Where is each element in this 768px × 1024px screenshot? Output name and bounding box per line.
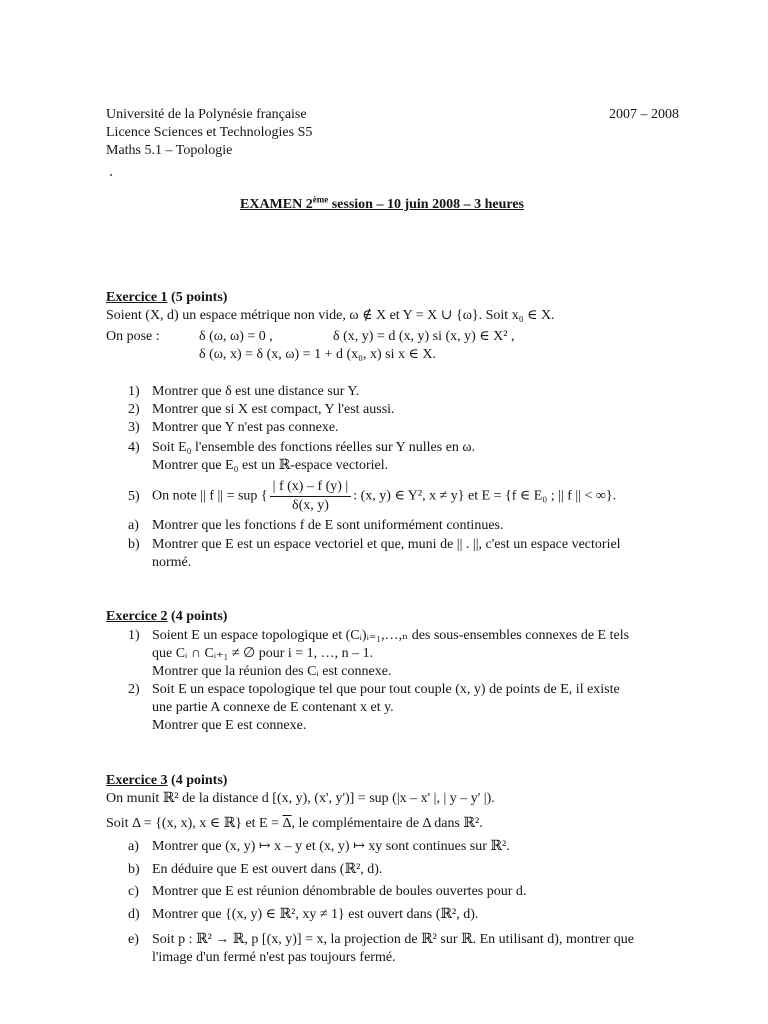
question-number: 1): [128, 384, 140, 399]
exercise-1-heading: Exercice 1 (5 points): [106, 290, 228, 305]
question-text: Montrer que δ est une distance sur Y.: [152, 384, 360, 399]
program-name: Licence Sciences et Technologies S5: [106, 125, 313, 140]
question-number: e): [128, 932, 139, 947]
question-text: Montrer que (x, y) ↦ x – y et (x, y) ↦ xy sont continues sur ℝ².: [152, 839, 510, 854]
definition-3: δ (ω, x) = δ (x, ω) = 1 + d (x₀, x) si x ∈ X.: [199, 347, 436, 362]
question-number: 3): [128, 420, 140, 435]
question-number: c): [128, 884, 139, 899]
exercise-3-distance: On munit ℝ² de la distance d [(x, y), (x', y')] = sup (|x – x' |, | y – y' |).: [106, 791, 495, 806]
definition-1: δ (ω, ω) = 0 ,: [199, 329, 273, 344]
question-text: Montrer que E est réunion dénombrable de boules ouvertes pour d.: [152, 884, 527, 899]
question-text: Montrer que {(x, y) ∈ ℝ², xy ≠ 1} est ouvert dans (ℝ², d).: [152, 907, 479, 922]
question-number: 2): [128, 682, 140, 697]
exercise-3-set-definition: Soit Δ = {(x, x), x ∈ ℝ} et $E = \overline{\Delta}$, le complémentaire de Δ dans ℝ².: [106, 816, 483, 831]
exam-title: EXAMEN 2ème session – 10 juin 2008 – 3 heures: [240, 194, 525, 212]
quotient-fraction: $\frac{| f (x) - f (y) |}{\delta(x, y)}$: [270, 478, 352, 515]
question-5-norm-definition: On note || f || = sup { $\frac{| f (x) - f (y) |}{\delta(x, y)}$ : (x, y) ∈ Y², x ≠ y} et E = {f ∈ E₀ ; || f || < ∞}.: [152, 479, 617, 513]
question-text: Montrer que si X est compact, Y l'est aussi.: [152, 402, 395, 417]
question-text: Montrer que E est un espace vectoriel et que, muni de || . ||, c'est un espace vectoriel: [152, 537, 621, 552]
question-number: b): [128, 537, 140, 552]
question-text: Montrer que la réunion des Cᵢ est connexe.: [152, 664, 392, 679]
question-text: Soient E un espace topologique et (Cᵢ)ᵢ₌₁,…,ₙ des sous-ensembles connexes de E tels: [152, 628, 630, 643]
question-number: a): [128, 518, 139, 533]
exercise-1-intro: Soient (X, d) un espace métrique non vide, ω ∉ X et Y = X ∪ {ω}. Soit x₀ ∈ X.: [106, 308, 555, 323]
question-text: Soit E un espace topologique tel que pour tout couple (x, y) de points de E, il existe: [152, 682, 620, 697]
question-number: 1): [128, 628, 140, 643]
exercise-3-heading: Exercice 3 (4 points): [106, 773, 228, 788]
scan-speck: [110, 174, 112, 176]
academic-year: 2007 – 2008: [609, 107, 679, 122]
question-text: Soit E₀ l'ensemble des fonctions réelles sur Y nulles en ω.: [152, 440, 476, 455]
question-number: 2): [128, 402, 140, 417]
question-text: que Cᵢ ∩ Cᵢ₊₁ ≠ ∅ pour i = 1, …, n – 1.: [152, 646, 374, 661]
question-number: 4): [128, 440, 140, 455]
question-text: Montrer que les fonctions f de E sont uniformément continues.: [152, 518, 504, 533]
question-number: b): [128, 862, 140, 877]
question-number: d): [128, 907, 140, 922]
question-text: normé.: [152, 555, 192, 570]
question-text: une partie A connexe de E contenant x et y.: [152, 700, 394, 715]
exercise-2-heading: Exercice 2 (4 points): [106, 609, 228, 624]
definition-2: δ (x, y) = d (x, y) si (x, y) ∈ X² ,: [333, 329, 515, 344]
on-pose-label: On pose :: [106, 329, 160, 344]
question-text: Soit p : ℝ² → ℝ, p [(x, y)] = x, la projection de ℝ² sur ℝ. En utilisant d), montrer que: [152, 932, 634, 947]
question-number: 5): [128, 489, 140, 504]
course-name: Maths 5.1 – Topologie: [106, 143, 233, 158]
question-text: l'image d'un fermé n'est pas toujours fermé.: [152, 950, 396, 965]
question-text: Montrer que E est connexe.: [152, 718, 307, 733]
question-text: Montrer que Y n'est pas connexe.: [152, 420, 339, 435]
question-text: Montrer que E₀ est un ℝ-espace vectoriel.: [152, 458, 389, 473]
question-number: a): [128, 839, 139, 854]
university-name: Université de la Polynésie française: [106, 107, 307, 122]
question-text: En déduire que E est ouvert dans (ℝ², d).: [152, 862, 383, 877]
